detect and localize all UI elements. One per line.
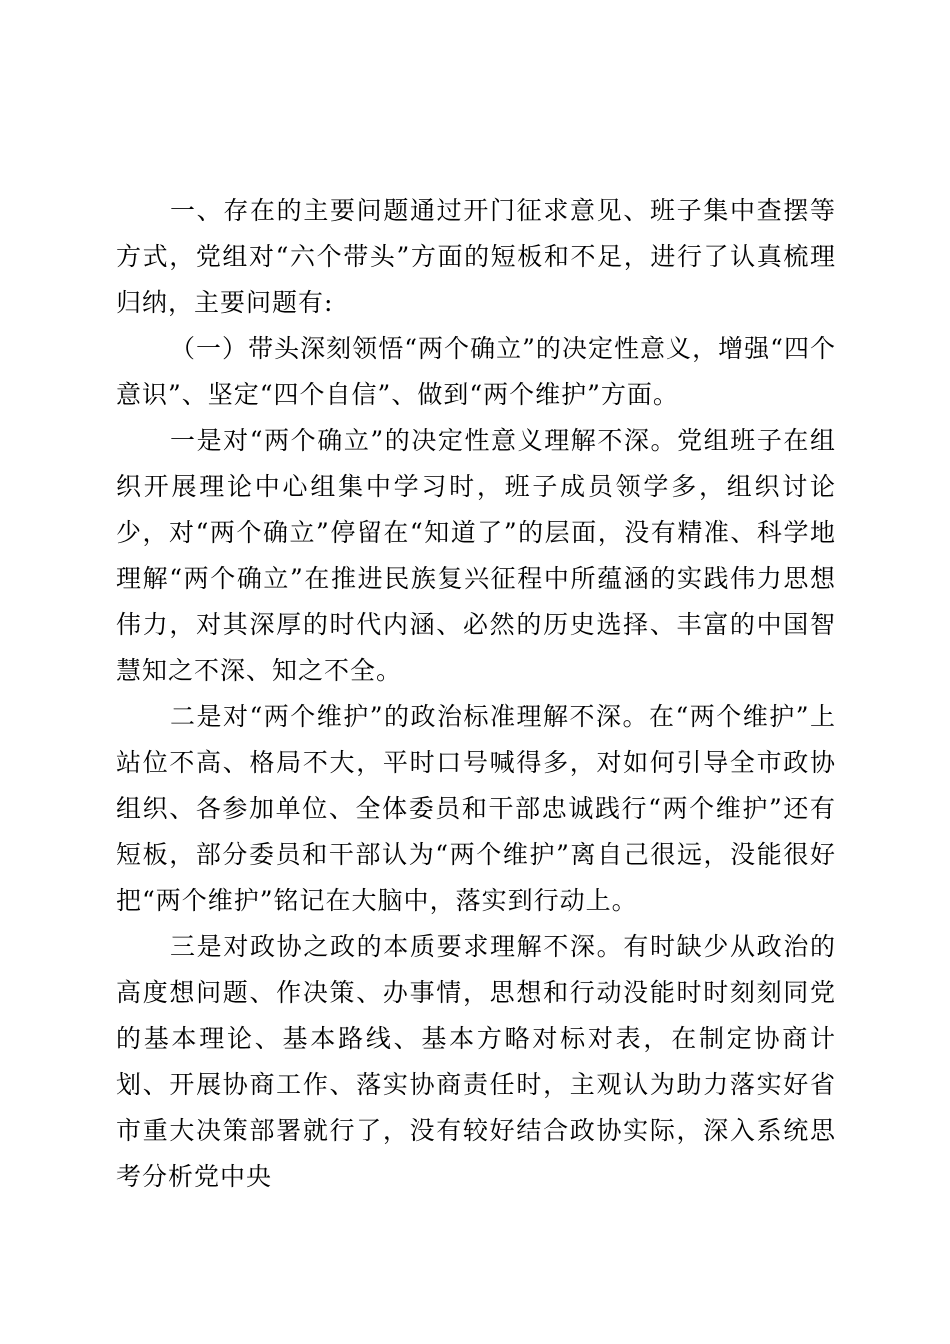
paragraph-issue-one: 一是对“两个确立”的决定性意义理解不深。党组班子在组织开展理论中心组集中学习时，班子成员领学多，组织讨论少，对“两个确立”停留在“知道了”的层面，没有精准、科学地理解“两个确立”在推进民族复兴征程中所蕴涵的实践伟力思想伟力，对其深厚的时代内涵、必然的历史选择、丰富的中国智慧知之不深、知之不全。 [116, 426, 836, 685]
document-body [116, 188, 836, 1200]
paragraph-issue-two: 二是对“两个维护”的政治标准理解不深。在“两个维护”上站位不高、格局不大，平时口号喊得多，对如何引导全市政协组织、各参加单位、全体委员和干部忠诚践行“两个维护”还有短板，部分委员和干部认为“两个维护”离自己很远，没能很好把“两个维护”铭记在大脑中，落实到行动上。 [116, 702, 836, 915]
paragraph-main-issues-intro: 一、存在的主要问题通过开门征求意见、班子集中查摆等方式，党组对“六个带头”方面的短板和不足，进行了认真梳理归纳，主要问题有: [116, 196, 836, 317]
paragraph-issue-three: 三是对政协之政的本质要求理解不深。有时缺少从政治的高度想问题、作决策、办事情，思想和行动没能时时刻刻同党的基本理论、基本路线、基本方略对标对表，在制定协商计划、开展协商工作、落实协商责任时，主观认为助力落实好省市重大决策部署就行了，没有较好结合政协实际，深入系统思考分析党中央 [116, 932, 836, 1191]
paragraph-section-one-heading: （一）带头深刻领悟“两个确立”的决定性意义，增强“四个意识”、坚定“四个自信”、做到“两个维护”方面。 [116, 334, 836, 409]
